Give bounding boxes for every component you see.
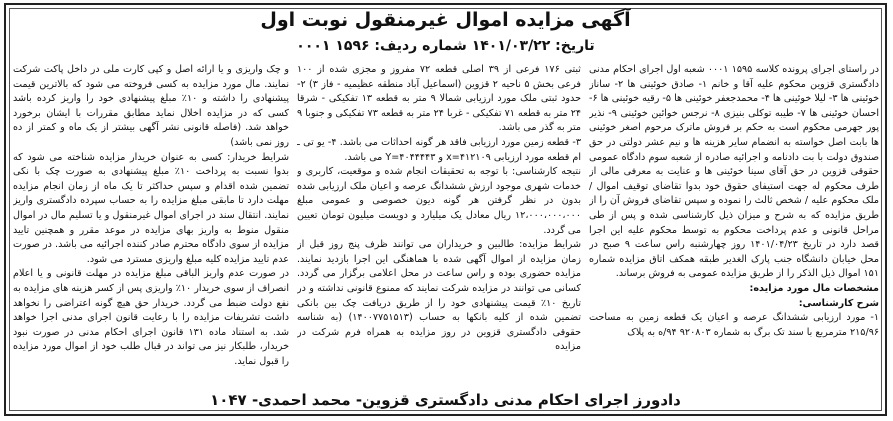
column-right <box>589 63 879 373</box>
forfeit-conditions: در صورت عدم واریز الباقی مبلغ مزایده در مهلت قانونی و یا اعلام انصراف از سوی خریدار ۱۰٪ واریزی پس از کسر هزینه های مزایده به نفع دولت ضبط می گردد. خریدار حق هیچ گونه اعتراضی را نخواهد داشت تشریفات مزایده را با رعایت قانون اجرای مدنی اجرا خواهد شد. به استناد ماده ۱۳۱ قانون اجرای احکام مدنی در صورت نبود خریدار، طلبکار نیز می تواند در قبال طلب خود از اموال مورد مزایده را قبول نماید. <box>13 268 289 367</box>
property-specs-heading: مشخصات مال مورد مزایده: <box>749 282 879 294</box>
column-middle <box>297 63 581 373</box>
notice-title: آگهی مزایده اموال غیرمنقول نوبت اول <box>260 9 631 31</box>
expert-result: نتیجه کارشناسی: با توجه به تحقیقات انجام شده و موقعیت، کاربری و خدمات شهری موجود ارزش ششدانگ عرصه و اعیان ملک ارزیابی شده بدون در نظر گرفتن هر گونه دیون خصوصی و عمومی مبلغ ۱۲،۰۰۰،۰۰۰،۰۰۰ ریال معادل یک میلیارد و دویست میلیون تومان تعیین می گردد. <box>297 166 581 236</box>
auction-notice <box>4 3 887 416</box>
property-boundaries: ثبتی ۱۷۶ فرعی از ۳۹ اصلی قطعه ۷۲ مفروز و مجزی شده از ۱۰۰ فرعی بخش ۵ ناحیه ۲ قزوین (اسماعیل آباد منطقه عظیمیه - فاز ۳) ۲- حدود ثبتی ملک مورد ارزیابی شمالا ۹ متر به قطعه ۱۳ تفکیکی - شرقا ۲۴ متر به قطعه ۷۱ تفکیکی - غربا ۲۴ متر به قطعه ۷۳ تفکیکی و جنوبا ۹ متر به گذر می باشد. <box>297 64 581 134</box>
property-item-1: ۱- مورد ارزیابی ششدانگ عرصه و اعیان یک قطعه زمین به مساحت ۲۱۵/۹۶ مترمربع با سند تک برگ به شماره ۹۲۰۸۰۳ ۹۴/ه به پلاک <box>589 312 879 338</box>
notice-signature: دادورز اجرای احکام مدنی دادگستری قزوین- محمد احمدی- ۱۰۴۷ <box>210 391 681 409</box>
notice-date-and-number: تاریخ: ۱۴۰۱/۰۳/۲۲ شماره ردیف: ۱۵۹۶ ۰۰۰۱ <box>296 38 595 54</box>
auction-conditions: شرایط مزایده: طالبین و خریداران می توانند ظرف پنج روز قبل از زمان مزایده از اموال آگهی شده با هماهنگی این اجرا بازدید نمایند. مزایده حضوری بوده و راس ساعت در محل اعلامی برگزار می گردد. کسانی می توانند در مزایده شرکت نمایند که ممنوع قانونی نداشته و در تاریخ ۱۰٪ قیمت پیشنهادی خود را از طریق دریافت چک بین بانکی تضمین شده از کلیه بانکها به حساب (۱۴۰۰۷۷۵۱۵۱۳) (به شناسه حقوقی دادگستری قزوین در روز مزایده به همراه فرم شرکت در مزایده <box>297 239 581 353</box>
participation-rules: و چک واریزی و یا ارائه اصل و کپی کارت ملی در داخل پاکت شرکت نمایند. مال مورد مزایده به کسی فروخته می شود که بالاترین قیمت پیشنهادی را داشته و ۱۰٪ مبلغ پیشنهادی خود را واریز کرده باشد کسی که در مزایده اخلال نماید مطابق مقررات با ایشان برخورد خواهد شد. (فاصله قانونی نشر آگهی بیشتر از یک ماه و کمتر از ده روز نمی باشد) <box>13 64 289 148</box>
column-left <box>13 63 289 373</box>
expert-description-heading: شرح کارشناسی: <box>798 297 879 309</box>
intro-paragraph: در راستای اجرای پرونده کلاسه ۱۵۹۵ ۰۰۰۱ شعبه اول اجرای احکام مدنی دادگستری قزوین محکوم علیه آقا و خانم ۱- صادق خوئینی ها ۲- ساناز خوئینی ها ۳- لیلا خوئینی ها ۴- محمدجعفر خوئینی ها ۵- رقیه خوئینی ها ۶- احسان خوئینی ها ۷- طیبه توکلی بنیزی ۸- نرجس خوائین خوئینی ۹- نذیر پور جهرمی محکوم است به حکم بر فروش ماترک مرحوم اصغر خوئینی ها بابت اصل خواسته به انضمام سایر هزینه ها و نیم عشر دولتی در حق صندوق دولت با بت دادنامه و اجرائیه صادره از شعبه سوم دادگاه عمومی حقوقی قزوین در حق آقای سینا خوئینی ها و عنایت به معرفی مالی از طرف محکوم له جهت استیفای حقوق خود بدوا تقاضای توقیف اموال / ملک محکوم علیه / شخص ثالث را نموده و سپس تقاضای فروش آن را از طریق مزایده که به شرح و میزان ذیل کارشناسی شده و پس از طی مراحل قانونی و عدم پرداخت محکوم به توسط محکوم علیه این اجرا قصد دارد در تاریخ ۱۴۰۱/۰۴/۲۳ روز چهارشنبه راس ساعت ۹ صبح در محل خیابان دانشگاه جنب پارک الغدیر طبقه همکف اتاق مزایده شماره ۱۵۱ اموال ذیل الذکر را از طریق مزایده عمومی به فروش برساند. <box>589 64 879 280</box>
buyer-conditions: شرایط خریدار: کسی به عنوان خریدار مزایده شناخته می شود که بدوا نسبت به پرداخت ۱۰٪ مبلغ پیشنهادی به صورت چک با نکی تضمین شده اقدام و سپس حداکثر تا یک ماه از زمان انجام مزایده مهلت دارد تا مابقی مبلغ مزایده را به حساب سپرده دادگستری واریز نمایند. انتقال سند در اجرای اموال غیرمنقول و یا تسلیم مال در اموال منقول منوط به واریز بهای مزایده در موعد مقرر و همچنین تایید مزایده از سوی دادگاه محترم صادر کننده اجرائیه می باشد. در صورت عدم تایید مزایده کلیه مبلغ واریزی مسترد می شود. <box>13 151 289 265</box>
property-utm: ۳- قطعه زمین مورد ارزیابی فاقد هر گونه احداثات می باشد. ۴- یو تی ـ ام قطعه مورد ارزیابی ۴۱۲۱۰۹=x و ۴۰۴۴۴۴۳=Y می باشد. <box>297 136 581 163</box>
